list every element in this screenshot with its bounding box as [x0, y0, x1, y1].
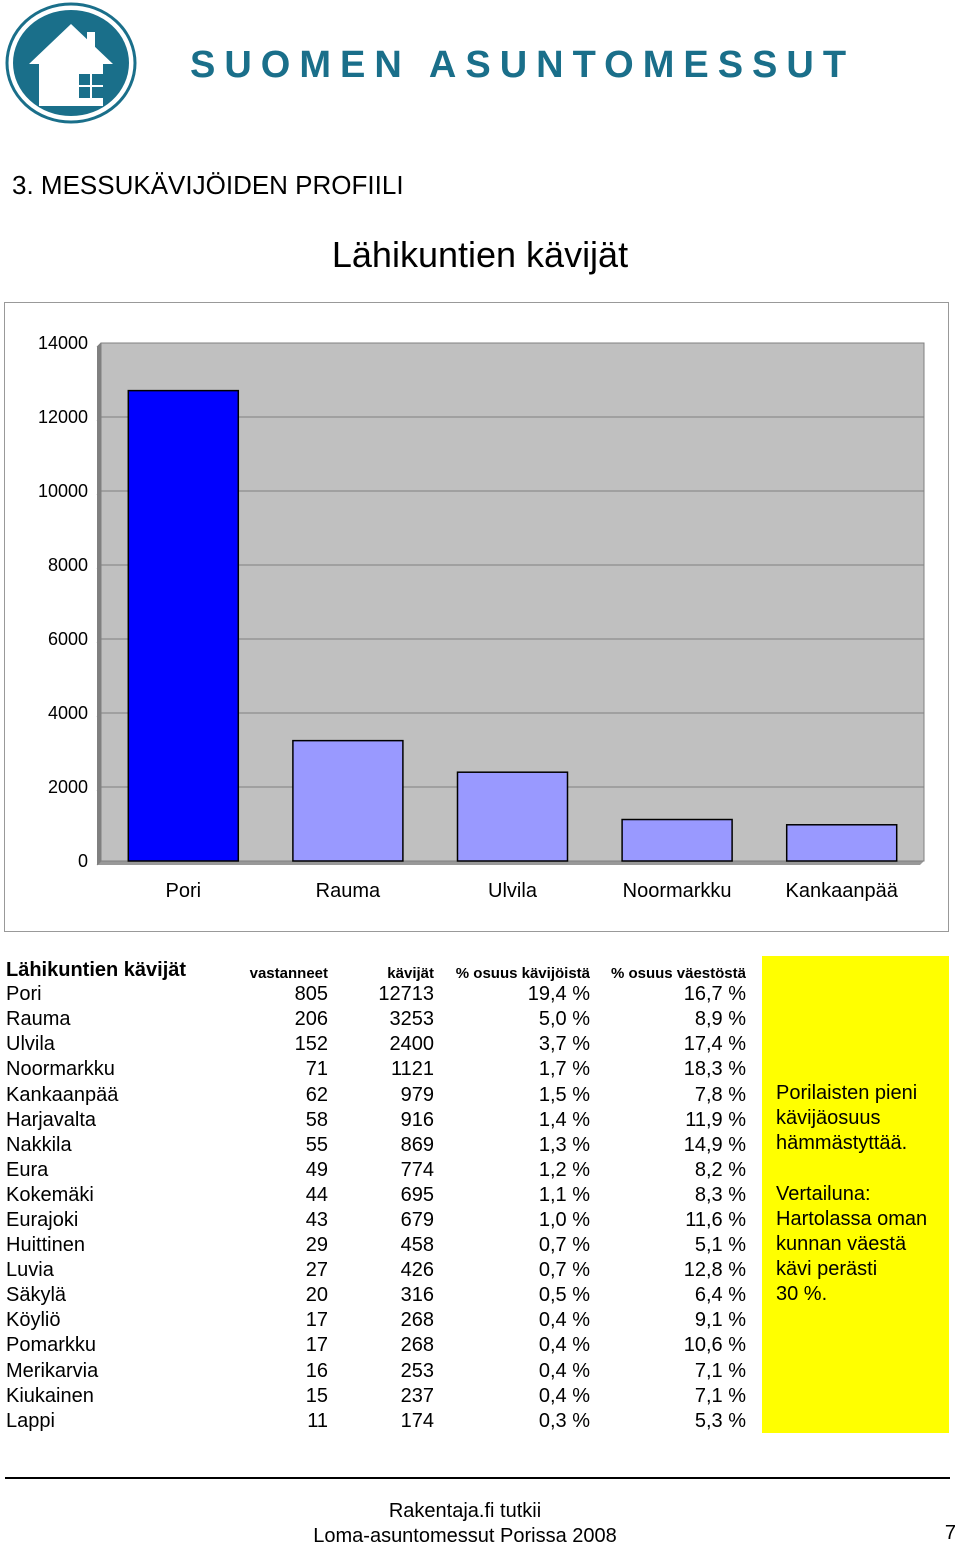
table-cell: 17,4 %: [683, 1033, 746, 1056]
table-cell: 1,3 %: [538, 1133, 590, 1156]
table-row: [6, 1158, 746, 1183]
table-cell: 1,5 %: [538, 1083, 590, 1106]
note-line: 30 %.: [776, 1283, 828, 1306]
table-row: [6, 1108, 746, 1133]
table-cell: 49: [305, 1158, 328, 1181]
bar: [622, 820, 732, 861]
table-cell-municipality: Luvia: [6, 1259, 54, 1282]
table-row: [6, 1183, 746, 1208]
table-cell: 16: [305, 1359, 328, 1382]
table-cell-municipality: Huittinen: [6, 1234, 85, 1257]
table-cell-municipality: Noormarkku: [6, 1058, 115, 1081]
table-cell: 7,1 %: [694, 1384, 746, 1407]
table-cell: 8,9 %: [694, 1008, 746, 1031]
table-cell: 1,4 %: [538, 1108, 590, 1131]
table-cell: 11: [307, 1409, 328, 1432]
table-cell: 0,7 %: [538, 1234, 590, 1257]
table-cell-municipality: Eurajoki: [6, 1208, 79, 1231]
note-line: kävi perästi: [776, 1258, 878, 1281]
table-cell-municipality: Merikarvia: [6, 1359, 99, 1382]
table-cell: 206: [294, 1008, 328, 1031]
table-cell: 237: [400, 1384, 434, 1407]
table-cell: 71: [305, 1058, 328, 1081]
table-row: [6, 1258, 746, 1283]
table-header: vastanneet: [249, 965, 328, 983]
table-header: % osuus väestöstä: [610, 965, 746, 983]
table-cell-municipality: Nakkila: [6, 1133, 72, 1156]
table-cell: 12713: [378, 983, 434, 1006]
y-tick-label: 8000: [47, 555, 88, 575]
table-cell: 5,0 %: [538, 1008, 590, 1031]
table-cell: 27: [305, 1259, 328, 1282]
bar: [128, 391, 238, 861]
note-box: [762, 956, 949, 1433]
table-cell: 3,7 %: [538, 1033, 590, 1056]
table-row: [6, 1208, 746, 1233]
footer-line-1: Rakentaja.fi tutkii: [388, 1500, 542, 1522]
table-cell-municipality: Köyliö: [6, 1309, 61, 1332]
table-cell: 14,9 %: [683, 1133, 746, 1156]
table-row: [6, 1384, 746, 1409]
table-cell-municipality: Harjavalta: [6, 1108, 97, 1131]
table-header-row: [6, 957, 746, 982]
table-cell: 0,4 %: [538, 1309, 590, 1332]
table-cell-municipality: Kankaanpää: [6, 1083, 119, 1106]
table-cell: 805: [294, 983, 328, 1006]
note-paragraph-2: [762, 1157, 949, 1308]
table-cell: 10,6 %: [683, 1334, 746, 1357]
table-cell: 869: [400, 1133, 434, 1156]
note-line: Vertailuna:: [776, 1182, 871, 1205]
table-cell: 15: [305, 1384, 328, 1407]
table-header: kävijät: [387, 965, 434, 983]
table-row: [6, 1409, 746, 1434]
table-cell-municipality: Kokemäki: [6, 1183, 94, 1206]
table-header: % osuus kävijöistä: [455, 965, 590, 983]
footer-line-2: Loma-asuntomessut Porissa 2008: [313, 1525, 617, 1547]
house-logo-icon: [5, 2, 137, 124]
table-cell: 316: [400, 1284, 434, 1307]
y-tick-label: 14000: [37, 333, 88, 353]
x-tick-label: Ulvila: [488, 880, 537, 902]
table-row: [6, 1233, 746, 1258]
page-number: 7: [944, 1522, 956, 1544]
table-cell: 5,1 %: [694, 1234, 746, 1257]
section-title: 3. MESSUKÄVIJÖIDEN PROFIILI: [12, 170, 404, 200]
plot-side-wall: [97, 343, 101, 865]
table-cell: 12,8 %: [683, 1259, 746, 1282]
bar: [787, 825, 897, 861]
table-cell: 458: [400, 1234, 434, 1257]
table-cell: 9,1 %: [694, 1309, 746, 1332]
table-cell: 268: [400, 1334, 434, 1357]
table-cell: 679: [400, 1208, 434, 1231]
table-cell: 62: [305, 1083, 328, 1106]
table-cell: 29: [305, 1234, 328, 1257]
table-cell: 1,1 %: [538, 1183, 590, 1206]
table-cell: 2400: [389, 1033, 434, 1056]
table-cell-municipality: Pomarkku: [6, 1334, 97, 1357]
table-row: [6, 1007, 746, 1032]
x-tick-label: Noormarkku: [622, 880, 732, 902]
table-cell: 253: [400, 1359, 434, 1382]
table-cell-municipality: Säkylä: [6, 1284, 67, 1307]
table-cell: 0,5 %: [538, 1284, 590, 1307]
table-cell: 11,6 %: [685, 1208, 746, 1231]
note-line: kunnan väestä: [776, 1233, 907, 1256]
y-tick-label: 4000: [47, 703, 88, 723]
y-tick-label: 12000: [37, 407, 88, 427]
chart-title: Lähikuntien kävijät: [331, 234, 629, 275]
footer-divider: [5, 1477, 950, 1479]
table-row: [6, 1032, 746, 1057]
table-cell: 19,4 %: [527, 983, 590, 1006]
note-line: hämmästyttää.: [776, 1132, 908, 1155]
table-row: [6, 1133, 746, 1158]
table-cell-municipality: Kiukainen: [6, 1384, 94, 1407]
table-cell-municipality: Ulvila: [6, 1033, 55, 1056]
note-paragraph-1: [762, 956, 949, 1157]
table-cell: 0,7 %: [538, 1259, 590, 1282]
table-cell: 55: [305, 1133, 328, 1156]
chart-container: [4, 302, 949, 932]
table-cell: 8,2 %: [694, 1158, 746, 1181]
data-table: [6, 957, 746, 1434]
y-tick-label: 10000: [37, 481, 88, 501]
table-body: [6, 982, 746, 1434]
table-cell: 174: [400, 1409, 434, 1432]
table-cell: 1121: [390, 1058, 434, 1081]
table-cell: 6,4 %: [694, 1284, 746, 1307]
table-row: [6, 1082, 746, 1107]
table-row: [6, 1333, 746, 1358]
table-cell: 17: [305, 1309, 328, 1332]
table-cell-municipality: Rauma: [6, 1008, 71, 1031]
y-tick-label: 2000: [47, 777, 88, 797]
table-cell: 17: [305, 1334, 328, 1357]
table-cell: 1,2 %: [538, 1158, 590, 1181]
table-row: [6, 1359, 746, 1384]
table-cell: 0,4 %: [538, 1384, 590, 1407]
table-cell: 1,0 %: [538, 1208, 590, 1231]
x-tick-label: Kankaanpää: [785, 880, 898, 902]
table-cell: 0,4 %: [538, 1359, 590, 1382]
table-cell: 16,7 %: [683, 983, 746, 1006]
table-cell-municipality: Eura: [6, 1158, 49, 1181]
table-cell: 695: [400, 1183, 434, 1206]
note-line: Hartolassa oman: [776, 1207, 928, 1230]
table-cell-municipality: Pori: [6, 983, 42, 1006]
bar: [293, 741, 403, 861]
note-line: kävijäosuus: [776, 1107, 881, 1130]
brand-name: SUOMEN ASUNTOMESSUT: [190, 44, 856, 86]
table-cell: 58: [305, 1108, 328, 1131]
table-cell: 20: [305, 1284, 328, 1307]
note-line: Porilaisten pieni: [776, 1082, 918, 1104]
table-cell: 916: [400, 1108, 434, 1131]
bar-chart: [5, 303, 948, 931]
table-cell: 268: [400, 1309, 434, 1332]
bar: [458, 772, 568, 861]
table-cell: 426: [400, 1259, 434, 1282]
table-cell: 979: [400, 1083, 434, 1106]
table-cell: 3253: [389, 1008, 434, 1031]
table-cell: 1,7 %: [538, 1058, 590, 1081]
table-row: [6, 982, 746, 1007]
y-tick-label: 6000: [47, 629, 88, 649]
table-cell: 7,8 %: [694, 1083, 746, 1106]
table-row: [6, 1283, 746, 1308]
table-cell: 0,3 %: [538, 1409, 590, 1432]
table-cell: 44: [305, 1183, 328, 1206]
table-cell: 774: [400, 1158, 434, 1181]
table-row: [6, 1308, 746, 1333]
x-tick-label: Rauma: [315, 880, 381, 902]
table-cell: 8,3 %: [694, 1183, 746, 1206]
y-tick-label: 0: [77, 851, 88, 871]
table-cell: 152: [294, 1033, 328, 1056]
table-header: Lähikuntien kävijät: [6, 959, 187, 982]
x-tick-label: Pori: [165, 880, 202, 902]
table-cell: 0,4 %: [538, 1334, 590, 1357]
table-cell-municipality: Lappi: [6, 1409, 55, 1432]
table-cell: 11,9 %: [685, 1108, 746, 1131]
table-cell: 18,3 %: [683, 1058, 746, 1081]
table-cell: 43: [305, 1208, 328, 1231]
table-row: [6, 1057, 746, 1082]
table-cell: 5,3 %: [694, 1409, 746, 1432]
table-cell: 7,1 %: [694, 1359, 746, 1382]
